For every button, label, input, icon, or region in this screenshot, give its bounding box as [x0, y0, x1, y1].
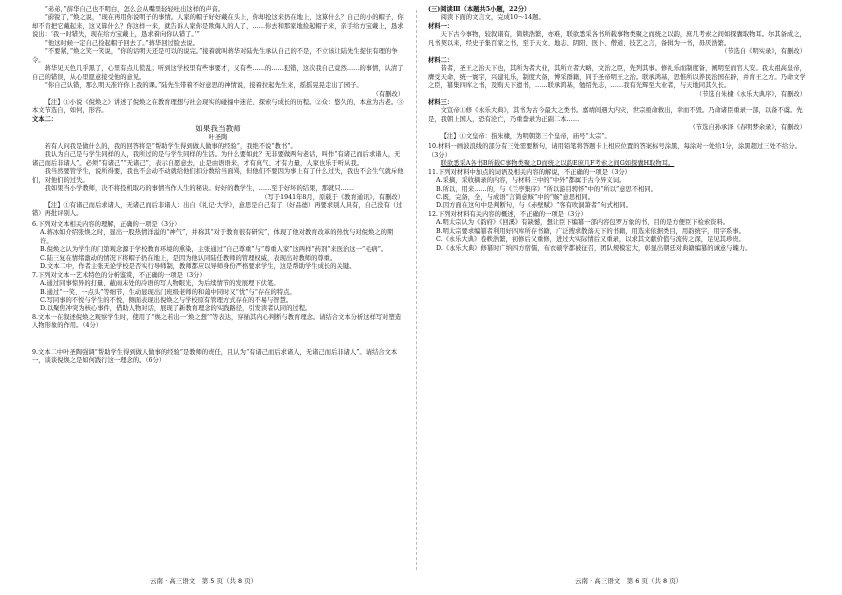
question-10: 10.材料一画波浪线的部分有三处需要断句，请用铅笔将答题卡上相应位置的答案标号涂黑，每涂对一处给1分，涂黑超过三处不给分。（3分）: [428, 143, 801, 159]
option: C.《永乐大典》卷帙浩繁，初修后又重修，进过大实际情后又重录，以求其文献价值与流传之深，足见其珍贵。: [436, 236, 745, 244]
option: C.既，完备，全，与成语“言简意赅”中的“赅”意思相同。: [436, 193, 595, 201]
citation: （有删改）: [372, 90, 404, 98]
section-heading: (三)阅读Ⅲ（本题共5小题，22分）: [428, 6, 531, 13]
question-7: 7.下列对文本一艺术特色的分析鉴赏，不正确的一项是（3分）: [32, 271, 206, 279]
question-8: 8.文本一在叙述倪焕之观察学生时，使用了“焕之若出一‘焕之想’”等表达，穿插其内心判断与教育理念。请结合文本分析这样写对塑造人物形象的作用。（4分）: [32, 313, 402, 330]
footnote: 【注】①文皇帝：指朱棣，为明朝第三个皇帝，庙号“太宗”。: [440, 132, 611, 140]
page-divider: [416, 10, 417, 570]
para: 天下古今事物，较叙诸有，简牍浩繁，亦难，联欲悉采各书所载事物类聚之而统之以韵，庶几考索之间如探囊取物耳。尔其备成之，凡书契以来，经史子集百家之书，至于天文、地志、阴阳、医卜、僧道、技艺之言，备辑为一书，毋厌浩繁。: [428, 31, 806, 47]
material-label: 材料二：: [428, 56, 454, 64]
option: B.通过“一笑、一点头”等细节，生动显现出门班级老师的和蔼中同时又“忧”与“存在的特点。: [40, 288, 296, 296]
option: D.因方面在这句中是判断句，与《赤壁赋》“客有吹洞箫者”句式相同。: [436, 202, 632, 210]
left-page: [32, 6, 404, 366]
para: “你自己认错，那么明天准许你上我的课。”陆先生带着不好意思的神情说，接着拉起先生来，摇摇晃晃走出了园子。: [44, 82, 363, 90]
para: 若有人问我是做什么的，我的回答将是“帮助学生得到做人做事的经验”，我绝不说“教书”。: [44, 142, 297, 150]
para: 我如果当小学教师，决不将投机取巧的事情当作人生的秘诀。好好的教学生，……至于好坏的结果，那就只……: [44, 185, 354, 193]
para: 我认为自己是与学生同样的人，我所过的是与学生同样的生活。为什么要如此？无非要做两句老话，叫作“有诸己而后求诸人，无诸己而后非诸人”。必须“有诸己”“无诸己”，表示自愿意去，止是由语语来，才有真气、才有力量，人家也乐于听从我。: [32, 151, 401, 167]
option: B.所以，用来……的，与《兰亭集序》“所以游目骋怀”中的“所以”意思不相同。: [436, 185, 658, 193]
option: C.写同事的不悦与学生的不悦，侧面表现出倪焕之与学校原有管理方式存在的不易与智慧。: [40, 296, 293, 304]
text-title: 如果我当教师: [195, 124, 241, 134]
citation: （节选自朱棣《永乐大典序》，有删改）: [695, 90, 806, 98]
question-11: 11.下列对材料中加点的词语及相关内容的解说，不正确的一项是（3分）: [428, 168, 631, 176]
option: D.以聚焦冲突为核心事件，借助人物对话，展现了新教育理念的实践路径，引发读者认同的过程。: [40, 305, 312, 313]
footnote: 【注】①小说《倪焕之》讲述了倪焕之在教育理想与社会现实的碰撞中迷茫、探索与成长的历程。②众：悠久的，本意为古老。③本文节选自，如何，形容。: [32, 98, 404, 115]
para: 文宣帝①修《永乐大典》，其书为古今最大之类书。嘉靖间遇大内灾，世宗亟命救出，幸而不毁。乃命诸臣重录一部，以备不虞。先是，我朝上国人，恐有沦亡，乃重誊录为正副二本……: [428, 107, 803, 123]
author: 叶圣陶: [208, 134, 228, 142]
para: “不要紧，”焕之笑一笑说，“你的话明天还是可以的说完。”接着就叫蒋华对陆先生承认自己的不是，不立该让陆先生捉住有理的争令。: [32, 48, 398, 64]
citation: （写于1941年8月，原载于《教育通讯》，有删改）: [261, 193, 404, 201]
para: “蔚锐了，”焕之说，“现在再用你说明子的事情。人家的帽子好好戴在头上，你却抢这来扔在地上，这算什么？自己的小的帽子，你却不肯把它戴起来，这又算什么？你这样一来，就告诉人家你是欺侮人的人了，……你去和那家地捡起帽子来，亲手给方宝戴上，恳求说出：‘我一时错失，现在给方宝戴上，恳求着向你认错了。’”: [32, 14, 404, 39]
citation: （节选自孙承泽《春明梦余录》，有删改）: [689, 124, 806, 132]
para: 蒋华见天色几乎黑了，心里有点儿慌乱；听到这学校里有些事要才，又有些……的……犯错，这次我自己竟然……的事情，认清了自己的错误，从心里愿意接受他的意见。: [32, 65, 404, 81]
option: A.明太宗认为《韵府》《回溪》有缺憾，想让臣下编纂一部内容包罗万象的书，目的是方便臣下检索资料。: [436, 219, 730, 227]
para: 昔者，圣王之治天下也，其所为者大业，其所立者大略，文治之臣，先列其事。修礼乐而制度备，阐明至而官人安。我太祖高皇帝，膺受天命，统一寰宇，兴建礼乐，制度大备，博采群籍，同于圣帝明王之治。联承鸿基，思惟所以养民治国在辟，并育王之方。乃命文学之臣，纂集四库之书，及购天下遗书，……联承鸿基，勉绍先志，……我有光辉至大业者，与天地同其久长。: [428, 65, 806, 90]
option: A.通过同事惊异的打量、蔽雨末处的冷语的写人物眼光，为后续情节的发展埋下伏笔。: [40, 280, 280, 288]
instructions: 阅读下面的文言文，完成10～14题。: [440, 14, 545, 22]
para: “弟弟，”薛华自己也不明白，怎么会从嘴里轻轻吐出这样的声音。: [44, 6, 225, 13]
sentence-to-punctuate: 联欲悉采A各书B所载C事物类聚之D而统之以韵E庶几F考索之间G如探囊H取物耳。: [440, 160, 675, 168]
option: A.蒋冰如介绍张焕之时，显出一股热情洋溢的“神气”，并称其“对于教育很有研究”，体现了他对教育改革的热忱与对倪焕之的期许。: [40, 229, 394, 245]
text-label: 文本二：: [32, 115, 58, 123]
material-label: 材料一：: [428, 22, 454, 30]
page-footer-left: 云南 · 高三语文 第 5 页（共 8 页）: [150, 577, 258, 585]
para: 我当然要管学生，说所得要，我也不会动不动就给他们扣分数给当面骂，但他们不要因为事上有了什么过失，我也不会生气就斥他们，对他们的过失。: [32, 168, 404, 184]
option: B.明太宗要求编纂者利用好四库所存书籍，广泛搜求散落天下的书籍，用选来依据类目，用韵统字，用字系事。: [436, 227, 745, 235]
material-label: 材料三：: [428, 98, 454, 106]
page-footer-right: 云南 · 高三语文 第 6 页（共 8 页）: [575, 577, 683, 585]
right-page: [428, 6, 806, 253]
footnote: 【注】①有诸己而后求诸人，无诸己而后非诸人：出自《礼记·大学》，意思是自己有了（好品德）再要求别人具有，自己没有（过错）再批评别人。: [32, 201, 403, 218]
option: A.采摘，采收摘录的内容，与材料三中的“中外”都属于古今异义词。: [436, 177, 626, 185]
option: B.倪焕之认为学生的门第观念源于学校教育环境的熏染，主张通过“自己尊重”与“尊重人家”这两样“药剂”来医治这一“毛病”。: [40, 246, 388, 254]
question-12: 12.下列对材料有关内容的概述，不正确的一项是（3分）: [428, 210, 587, 218]
question-9: 9.文本二中叶圣陶强调“帮助学生得到做人做事的经验”是教师的责任，且认为“有诸己而后求诸人，无诸己而后非诸人”。请结合文本一，谈谈倪焕之是如何践行这一理念的。（6分）: [32, 348, 398, 365]
option: D.《永乐大典》修纂时广纳四方宿儒，布衣硕学都被征召，团队规模宏大，彰显出朝廷对典籍编纂的诚意与魄力。: [436, 244, 752, 252]
answer-space: [32, 331, 404, 349]
option: C.陆三复在情绪激动的情况下将帽子扔在地上，是因为他认同陆任教师的管理权威，表现出对教师的尊重。: [40, 254, 337, 262]
question-6: 6.下列对文本相关内容的理解，正确的一项是（3分）: [32, 220, 181, 228]
option: D.文本二中，作者主张无论学校是否实行导师制，教师都应以导师身份严格要求学生，这是帮助学生成长的关键。: [40, 263, 356, 271]
para: “他这时候一定自己捡起帽子回去了。”蒋华回过脸去说。: [44, 39, 200, 47]
citation: （节选自《明实录》，有删改）: [720, 48, 806, 56]
